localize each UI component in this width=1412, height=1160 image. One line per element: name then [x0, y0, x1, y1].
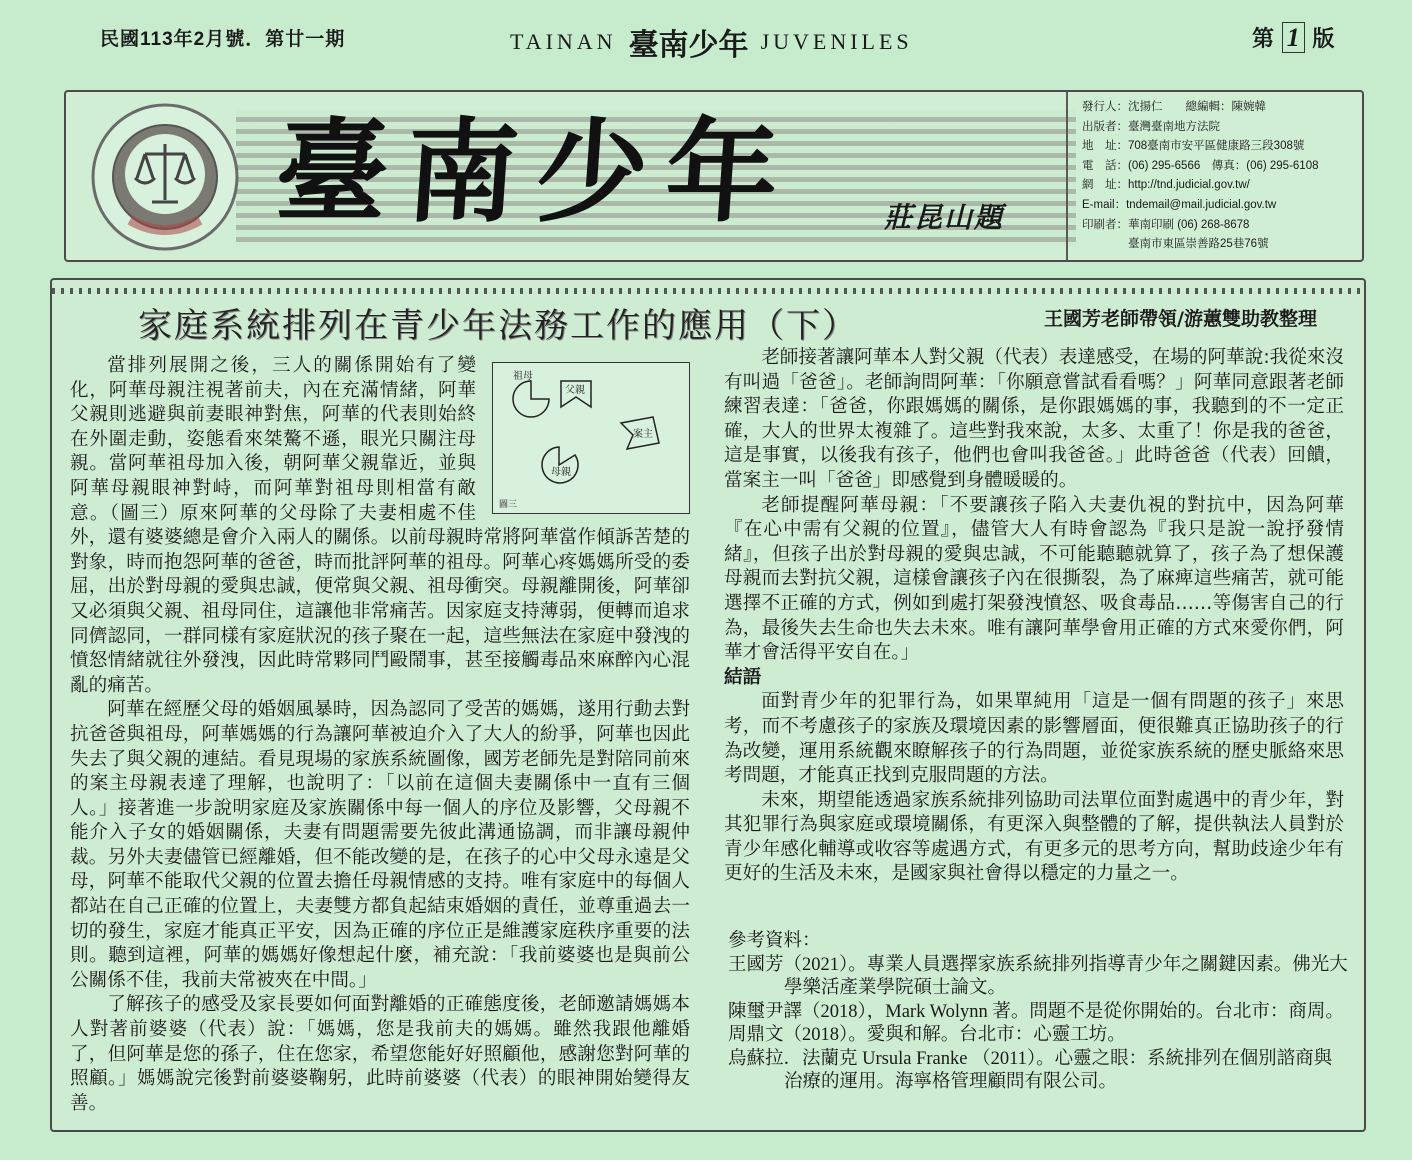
edition-suffix: 版	[1312, 27, 1335, 52]
reference-item: 王國芳（2021）。專業人員選擇家族系統排列指導青少年之關鍵因素。佛光大學樂活產業學院碩士論文。	[728, 954, 1348, 998]
figure-caption: 圖三	[499, 500, 518, 510]
label-client: 案主	[633, 429, 653, 440]
paragraph: 面對青少年的犯罪行為，如果單純用「這是一個有問題的孩子」來思考，而不考慮孩子的家族及環境因素的影響層面，便很難真正協助孩子的行為改變，運用系統觀來瞭解孩子的行為問題，並從家族系統的歷史脈絡來思考問題，才能真正找到克服問題的方法。	[724, 691, 1344, 787]
label-mother: 母親	[551, 467, 571, 478]
pubinfo-line: 出版者：臺灣臺南地方法院	[1082, 120, 1220, 133]
brand-line	[510, 20, 913, 64]
paragraph: 老師接著讓阿華本人對父親（代表）表達感受，在場的阿華說:我從來沒有叫過「爸爸」。老師詢問阿華：「你願意嘗試看看嗎？」阿華同意跟著老師練習表達：「爸爸，你跟媽媽的關係，是你跟媽媽的事，我聽到的不一定正確，大人的世界太複雜了。這些對我來說，太多、太重了！你是我的爸爸，這是事實，以後我有孩子，他們也會叫我爸爸。」此時爸爸（代表）回饋，當案主一叫「爸爸」即感覺到身體暖暖的。	[724, 347, 1344, 491]
brand-right: JUVENILES	[760, 29, 913, 54]
reference-item: 周鼎文（2018）。愛與和解。台北市：心靈工坊。	[728, 1025, 1126, 1045]
paragraph: 未來，期望能透過家族系統排列協助司法單位面對處遇中的青少年，對其犯罪行為與家庭或環境關係，有更深入與整體的了解，提供執法人員對於青少年感化輔導或收容等處遇方式，有更多元的思考方向，幫助歧途少年有更好的生活及未來，是國家與社會得以穩定的力量之一。	[724, 789, 1344, 885]
brand-left: TAINAN	[510, 29, 617, 54]
pubinfo-line: 發行人：沈揚仁 總編輯：陳婉韓	[1082, 101, 1266, 113]
brand-chinese: 臺南少年	[628, 28, 749, 63]
pubinfo-line: 電 話：(06) 295-6566 傳真：(06) 295-6108	[1082, 159, 1319, 172]
dotted-divider	[52, 288, 1364, 294]
article-title: 家庭系統排列在青少年法務工作的應用（下）	[138, 306, 858, 346]
edition-prefix: 第	[1252, 27, 1275, 52]
paragraph: 老師提醒阿華母親：「不要讓孩子陷入夫妻仇視的對抗中，因為阿華『在心中需有父親的位置』，儘管大人有時會認為『我只是說一說抒發情緒』，但孩子出於對母親的愛與忠誠，不可能聽聽就算了，孩子為了想保護母親而去對抗父親，這樣會讓孩子內在很撕裂，為了麻痺這些痛苦，就可能選擇不正確的方式，例如到處打架發洩憤怒、吸食毒品……等傷害自己的行為，最後失去生命也失去未來。唯有讓阿華學會用正確的方式來愛你們，阿華才會活得平安自在。」	[724, 494, 1344, 664]
edition-label	[1252, 22, 1334, 53]
reference-item: 烏蘇拉．法蘭克 Ursula Franke （2011）。心靈之眼：系統排列在個別諮商與治療的運用。海寧格管理顧問有限公司。	[728, 1048, 1333, 1092]
label-father: 父親	[565, 385, 585, 396]
left-column	[70, 354, 690, 1116]
pubinfo-line: 網 址：http://tnd.judicial.gov.tw/	[1082, 179, 1250, 192]
court-seal-icon	[90, 102, 240, 252]
calligrapher-signature: 莊昆山題	[884, 201, 1005, 234]
edition-number: 1	[1282, 22, 1305, 53]
reference-item: 陳璽尹譯（2018），Mark Wolynn 著。問題不是從你開始的。台北市：商周。	[728, 1001, 1344, 1022]
pubinfo-line: 臺南市東區崇善路25巷76號	[1082, 238, 1269, 251]
pubinfo-line: 地 址：708臺南市安平區健康路三段308號	[1082, 140, 1305, 153]
paragraph: 當排列展開之後，三人的關係開始有了變化，阿華母親注視著前夫，內在充滿情緒，阿華父親則逃避與前妻眼神對焦，阿華的代表則始終在外圍走動，姿態看來桀驁不遜，眼光只關注母親。當阿華祖母加入後，朝阿華父親靠近，並與阿華母親眼神對峙，而阿華對祖母則相當有敵意。（圖三）原來阿華的父母除了夫妻相處不佳外，還有婆婆總是會介入兩人的關係。以前母親時常將阿華當作傾訴苦楚的對象，時而抱怨阿華的爸爸，時而批評阿華的祖母。阿華心疼媽媽所受的委屈，出於對母親的愛與忠誠，便常與父親、祖母衝突。母親離開後，阿華卻又必須與父親、祖母同住，這讓他非常痛苦。因家庭支持薄弱，便轉而追求同儕認同，一群同樣有家庭狀況的孩子聚在一起，這些無法在家庭中發洩的憤怒情緒就往外發洩，因此時常夥同鬥毆鬧事，甚至接觸毒品來麻醉內心混亂的痛苦。	[70, 355, 690, 696]
paragraph: 阿華在經歷父母的婚姻風暴時，因為認同了受苦的媽媽，遂用行動去對抗爸爸與祖母，阿華媽媽的行為讓阿華被迫介入了大人的紛爭，阿華也因此失去了與父親的連結。看見現場的家族系統圖像，國芳老師先是對陪同前來的案主母親表達了理解，也說明了：「以前在這個夫妻關係中一直有三個人。」接著進一步說明家庭及家族關係中每一個人的序位及影響，父母親不能介入子女的婚姻關係，夫妻有問題需要先彼此溝通協調，而非讓母親仲裁。另外夫妻儘管已經離婚，但不能改變的是，在孩子的心中父母永遠是父母，阿華不能取代父親的位置去擔任母親情感的支持。唯有家庭中的每個人都站在自己正確的位置上，夫妻雙方都負起結束婚姻的責任，並尊重過去一切的發生，家庭才能真正平安，因為正確的序位正是維護家庭秩序重要的法則。聽到這裡，阿華的媽媽好像想起什麼，補充說：「我前婆婆也是與前公公關係不佳，我前夫常被夾在中間。」	[70, 699, 690, 991]
conclusion-heading: 結語	[724, 666, 762, 688]
references	[728, 930, 1348, 1095]
article-box	[50, 278, 1366, 1132]
right-column	[724, 346, 1344, 887]
issue-number: 民國113年2月號．第廿一期	[100, 29, 346, 50]
label-grandmother: 祖母	[513, 371, 533, 382]
article-byline: 王國芳老師帶領/游蕙雙助教整理	[1044, 308, 1317, 330]
masthead	[64, 90, 1364, 262]
references-heading: 參考資料：	[728, 931, 821, 951]
pubinfo-line: 印刷者：華南印刷 (06) 268-8678	[1082, 218, 1250, 231]
paragraph: 了解孩子的感受及家長要如何面對離婚的正確態度後，老師邀請媽媽本人對著前婆婆（代表）說：「媽媽，您是我前夫的媽媽。雖然我跟他離婚了，但阿華是您的孫子，住在您家，希望您能好好照顧他，感謝您對阿華的照顧。」媽媽說完後對前婆婆鞠躬，此時前婆婆（代表）的眼神開始變得友善。	[70, 994, 690, 1114]
pubinfo-line: E-mail：tndemail@mail.judicial.gov.tw	[1082, 198, 1277, 211]
masthead-title: 臺南少年	[271, 107, 801, 238]
figure-spacer	[476, 354, 690, 526]
publication-info	[1066, 92, 1362, 260]
